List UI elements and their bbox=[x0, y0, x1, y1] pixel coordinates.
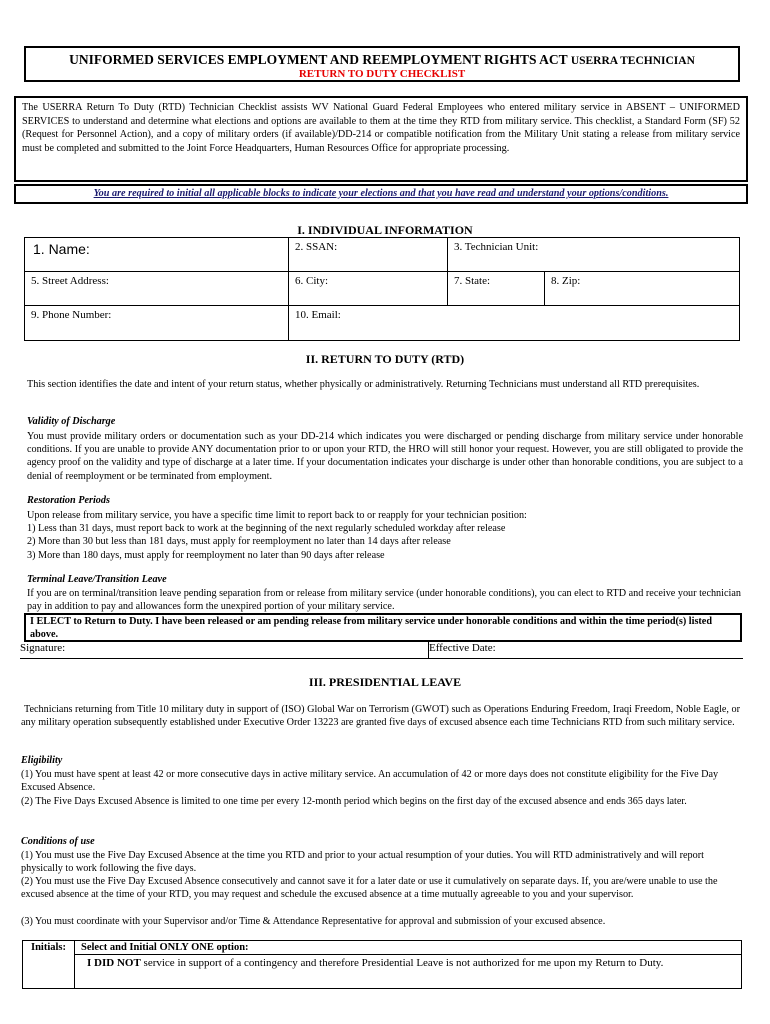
city-label: 6. City: bbox=[295, 275, 329, 287]
eligibility-heading: Eligibility bbox=[21, 755, 63, 766]
technician-unit-label: 3. Technician Unit: bbox=[454, 241, 539, 253]
conditions-heading: Conditions of use bbox=[21, 836, 95, 847]
street-address-label: 5. Street Address: bbox=[31, 275, 109, 287]
phone-field[interactable] bbox=[25, 306, 289, 340]
conditions-item-3: (3) You must coordinate with your Supervisor and/or Time & Attendance Representative for approval and submission of your excused absence. bbox=[21, 916, 606, 927]
section-2-heading: II. RETURN TO DUTY (RTD) bbox=[305, 352, 465, 366]
restoration-heading: Restoration Periods bbox=[27, 495, 110, 506]
section-3-heading: III. PRESIDENTIAL LEAVE bbox=[308, 675, 462, 689]
conditions-item-1: (1) You must use the Five Day Excused Absence at the time you RTD and prior to your actual resumption of your duties. You will RTD administratively and will report physically to work following the five days. bbox=[21, 850, 704, 875]
signature-field[interactable] bbox=[20, 642, 428, 659]
form-title bbox=[26, 52, 738, 68]
email-label: 10. Email: bbox=[295, 309, 341, 321]
technician-unit-field[interactable] bbox=[448, 238, 739, 272]
eligibility-item-1: (1) You must have spent at least 42 or more consecutive days in active military service. An accumulation of 42 or more days does not constitute eligibility for the Five Day Excused Absence. bbox=[21, 769, 719, 794]
restoration-list bbox=[27, 509, 743, 562]
ssan-field[interactable] bbox=[289, 238, 448, 272]
initials-label: Initials: bbox=[30, 942, 66, 953]
zip-label: 8. Zip: bbox=[551, 275, 581, 287]
restoration-line: 3) More than 180 days, must apply for reemployment no later than 90 days after release bbox=[27, 549, 385, 561]
effective-date-field[interactable] bbox=[428, 642, 743, 659]
terminal-leave-text: If you are on terminal/transition leave pending separation from or release from military service (under honorable conditions), you can elect to RTD and receive your technician pay in addition to pay and allowances form the unexpired portion of your military service. bbox=[27, 588, 741, 613]
rtd-intro: This section identifies the date and intent of your return status, whether physically or administratively. Returning Technicians must understand all RTD prerequisites. bbox=[27, 379, 700, 390]
form-title-box bbox=[24, 46, 740, 82]
zip-field[interactable] bbox=[545, 272, 739, 306]
restoration-line: 2) More than 30 but less than 181 days, must apply for reemployment no later than 14 days after release bbox=[27, 536, 451, 548]
rtd-election-box[interactable] bbox=[24, 613, 742, 642]
name-field[interactable] bbox=[25, 238, 289, 272]
select-option-header: Select and Initial ONLY ONE option: bbox=[75, 941, 741, 955]
conditions-item-2: (2) You must use the Five Day Excused Absence consecutively and cannot save it for a later date or use it cumulatively on separate days. If, you are/were unable to use the excused absence at the time of your RTD, you may request and schedule the excused absence at a time mutually agreeable to you and your supervisor. bbox=[21, 876, 718, 901]
validity-text: You must provide military orders or documentation such as your DD-214 which indicates you were discharged or pending discharge from military service under honorable conditions. If you are unable to provide ANY documentation prior to or upon your RTD, the HRO will still honor your request. However, you are still obligated to provide the agency proof on the validity and type of discharge at a later time. If your documentation indicates your discharge is under other than honorable conditions, you are subject to a denial of reemployment or be terminated from employment. bbox=[27, 431, 743, 482]
state-label: 7. State: bbox=[454, 275, 491, 287]
signature-label: Signature: bbox=[20, 642, 66, 654]
city-field[interactable] bbox=[289, 272, 448, 306]
notice-banner: You are required to initial all applicable blocks to indicate your elections and that you have read and understand your options/conditions. bbox=[14, 184, 748, 204]
email-field[interactable] bbox=[289, 306, 739, 340]
restoration-line: 1) Less than 31 days, must report back to work at the beginning of the next regularly scheduled workday after release bbox=[27, 523, 506, 535]
effective-date-label: Effective Date: bbox=[429, 642, 496, 654]
presidential-leave-options-table bbox=[22, 940, 742, 989]
option-bold-text: I DID NOT bbox=[87, 957, 141, 969]
initials-column[interactable] bbox=[23, 941, 75, 988]
intro-box bbox=[14, 96, 748, 182]
terminal-leave-heading: Terminal Leave/Transition Leave bbox=[27, 574, 167, 585]
option-text: service in support of a contingency and therefore Presidential Leave is not authorized for me upon my Return to Duty. bbox=[140, 957, 664, 969]
option-did-not-serve[interactable] bbox=[75, 955, 741, 988]
ssan-label: 2. SSAN: bbox=[295, 241, 338, 253]
form-title-suffix: USERRA TECHNICIAN bbox=[570, 55, 695, 67]
state-field[interactable] bbox=[448, 272, 545, 306]
validity-heading: Validity of Discharge bbox=[27, 416, 116, 427]
form-subtitle: RETURN TO DUTY CHECKLIST bbox=[298, 68, 466, 80]
form-title-text: UNIFORMED SERVICES EMPLOYMENT AND REEMPLOYMENT RIGHTS ACT bbox=[69, 52, 568, 67]
phone-label: 9. Phone Number: bbox=[31, 309, 112, 321]
eligibility-item-2: (2) The Five Days Excused Absence is limited to one time per every 12-month period which begins on the first day of the excused absence and ends 365 days later. bbox=[21, 796, 687, 807]
restoration-line: Upon release from military service, you have a specific time limit to report back to or reapply for your technician position: bbox=[27, 510, 527, 521]
rtd-election-text: I ELECT to Return to Duty. I have been released or am pending release from military service under honorable conditions and within the time period(s) listed above. bbox=[30, 616, 712, 640]
intro-text: The USERRA Return To Duty (RTD) Technician Checklist assists WV National Guard Federal Employees who entered military service in ABSENT – UNIFORMED SERVICES to understand and determine what elections and options are available to them at the time they RTD from military service. This checklist, a Standard Form (SF) 52 (Request for Personnel Action), and a copy of military orders (if available)/DD-214 or compatible notification from the Military Unit stating a release from military service must be completed and submitted to the Joint Force Headquarters, Human Resources Office for appropriate processing. bbox=[22, 102, 740, 155]
name-label: 1. Name: bbox=[33, 241, 90, 257]
street-address-field[interactable] bbox=[25, 272, 289, 306]
section-1-heading: I. INDIVIDUAL INFORMATION bbox=[297, 223, 473, 237]
individual-info-table bbox=[24, 237, 740, 341]
presidential-leave-intro: Technicians returning from Title 10 military duty in support of (ISO) Global War on Terrorism (GWOT) such as Operations Enduring Freedom, Iraqi Freedom, Noble Eagle, or any military operation subsequently established under Executive Order 13223 are granted five days of excused absence each time Technicians RTD from such military service. bbox=[21, 704, 741, 729]
